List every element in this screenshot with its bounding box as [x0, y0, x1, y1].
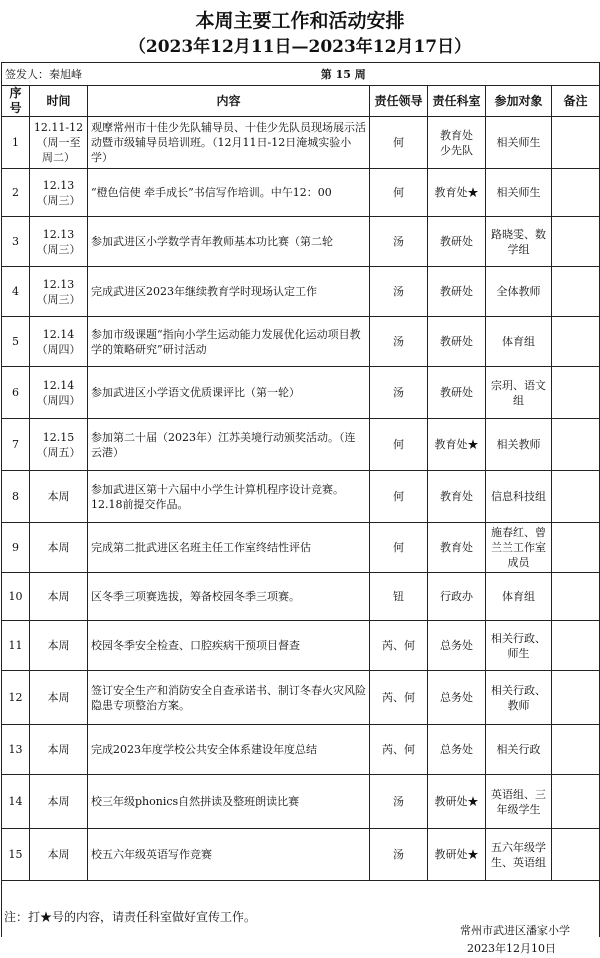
- header-row: [2, 86, 600, 117]
- cell-time: 本周: [30, 775, 88, 829]
- header-target: 参加对象: [486, 86, 552, 117]
- cell-time: 12.13 （周三）: [30, 267, 88, 317]
- cell-target: 相关师生: [486, 169, 552, 217]
- cell-dept: 教育处★: [428, 419, 486, 471]
- week-number: 第 15 周: [88, 63, 600, 86]
- cell-content: 完成2023年度学校公共安全体系建设年度总结: [88, 725, 370, 775]
- issue-date: 2023年12月10日: [467, 942, 556, 955]
- cell-dept: 教育处: [428, 471, 486, 523]
- cell-leader: 芮、何: [370, 671, 428, 725]
- table-row: [2, 725, 600, 775]
- cell-time: 12.15 （周五）: [30, 419, 88, 471]
- cell-no: 4: [2, 267, 30, 317]
- table-row: [2, 317, 600, 367]
- table-row: [2, 419, 600, 471]
- cell-dept: 教研处: [428, 317, 486, 367]
- cell-content: “橙色信使 牵手成长”书信写作培训。中午12：00: [88, 169, 370, 217]
- cell-content: 校园冬季安全检查、口腔疾病干预项目督查: [88, 621, 370, 671]
- cell-leader: 汤: [370, 829, 428, 881]
- cell-no: 3: [2, 217, 30, 267]
- cell-target: 全体教师: [486, 267, 552, 317]
- cell-target: 体育组: [486, 573, 552, 621]
- table-row: [2, 775, 600, 829]
- cell-no: 7: [2, 419, 30, 471]
- cell-time: 本周: [30, 829, 88, 881]
- header-leader: 责任领导: [370, 86, 428, 117]
- cell-leader: 何: [370, 117, 428, 169]
- date-range-subtitle: （2023年12月11日—2023年12月17日）: [128, 37, 472, 57]
- cell-target: 相关行政、教师: [486, 671, 552, 725]
- cell-no: 6: [2, 367, 30, 419]
- table-row: [2, 217, 600, 267]
- table-row: [2, 117, 600, 169]
- cell-time: 本周: [30, 671, 88, 725]
- cell-time: 本周: [30, 573, 88, 621]
- schedule-table: [1, 62, 600, 937]
- cell-time: 本周: [30, 621, 88, 671]
- cell-content: 完成第二批武进区名班主任工作室终结性评估: [88, 523, 370, 573]
- cell-note: [552, 621, 600, 671]
- cell-note: [552, 573, 600, 621]
- cell-content: 参加武进区小学数学青年教师基本功比赛（第二轮: [88, 217, 370, 267]
- cell-no: 10: [2, 573, 30, 621]
- cell-time: 12.14 （周四）: [30, 317, 88, 367]
- cell-note: [552, 471, 600, 523]
- meta-row: [2, 63, 600, 86]
- cell-content: 校五六年级英语写作竞赛: [88, 829, 370, 881]
- cell-dept: 总务处: [428, 725, 486, 775]
- cell-dept: 教育处★: [428, 169, 486, 217]
- table-row: [2, 523, 600, 573]
- header-time: 时间: [30, 86, 88, 117]
- cell-dept: 总务处: [428, 621, 486, 671]
- school-name: 常州市武进区潘家小学: [460, 924, 570, 937]
- header-no: 序号: [2, 86, 30, 117]
- cell-time: 12.13 （周三）: [30, 169, 88, 217]
- cell-note: [552, 419, 600, 471]
- cell-note: [552, 317, 600, 367]
- cell-target: 相关行政、师生: [486, 621, 552, 671]
- cell-time: 12.11-12 （周一至周二）: [30, 117, 88, 169]
- cell-note: [552, 775, 600, 829]
- cell-content: 参加市级课题“指向小学生运动能力发展优化运动项目教学的策略研究”研讨活动: [88, 317, 370, 367]
- cell-no: 13: [2, 725, 30, 775]
- cell-target: 信息科技组: [486, 471, 552, 523]
- cell-leader: 芮、何: [370, 725, 428, 775]
- cell-dept: 教研处: [428, 367, 486, 419]
- cell-no: 8: [2, 471, 30, 523]
- table-row: [2, 367, 600, 419]
- cell-target: 体育组: [486, 317, 552, 367]
- cell-note: [552, 367, 600, 419]
- cell-dept: 教研处★: [428, 775, 486, 829]
- cell-content: 参加第二十届（2023年）江苏美境行动颁奖活动。（连云港）: [88, 419, 370, 471]
- cell-target: 相关教师: [486, 419, 552, 471]
- footer-note: 注：打★号的内容，请责任科室做好宣传工作。: [4, 910, 257, 924]
- header-dept: 责任科室: [428, 86, 486, 117]
- cell-dept: 行政办: [428, 573, 486, 621]
- cell-leader: 何: [370, 419, 428, 471]
- cell-note: [552, 267, 600, 317]
- table-row: [2, 573, 600, 621]
- cell-target: 宗玥、语文组: [486, 367, 552, 419]
- cell-note: [552, 523, 600, 573]
- cell-leader: 钮: [370, 573, 428, 621]
- cell-note: [552, 217, 600, 267]
- cell-leader: 芮、何: [370, 621, 428, 671]
- cell-note: [552, 829, 600, 881]
- cell-note: [552, 725, 600, 775]
- cell-no: 9: [2, 523, 30, 573]
- cell-leader: 何: [370, 169, 428, 217]
- header-content: 内容: [88, 86, 370, 117]
- cell-leader: 汤: [370, 367, 428, 419]
- cell-leader: 汤: [370, 775, 428, 829]
- cell-target: 路晓雯、数学组: [486, 217, 552, 267]
- table-row: [2, 267, 600, 317]
- cell-dept: 总务处: [428, 671, 486, 725]
- table-row: [2, 829, 600, 881]
- cell-target: 英语组、三年级学生: [486, 775, 552, 829]
- signer: 签发人：秦旭峰: [2, 63, 88, 86]
- cell-content: 完成武进区2023年继续教育学时现场认定工作: [88, 267, 370, 317]
- cell-no: 5: [2, 317, 30, 367]
- cell-no: 2: [2, 169, 30, 217]
- cell-no: 1: [2, 117, 30, 169]
- cell-dept: 教育处: [428, 523, 486, 573]
- header-note: 备注: [552, 86, 600, 117]
- cell-leader: 何: [370, 471, 428, 523]
- cell-note: [552, 117, 600, 169]
- cell-time: 12.14 （周四）: [30, 367, 88, 419]
- cell-no: 15: [2, 829, 30, 881]
- table-row: [2, 621, 600, 671]
- cell-note: [552, 671, 600, 725]
- cell-time: 12.13 （周三）: [30, 217, 88, 267]
- cell-no: 12: [2, 671, 30, 725]
- page-title: 本周主要工作和活动安排: [195, 10, 405, 32]
- cell-content: 参加武进区第十六届中小学生计算机程序设计竞赛。12.18前提交作品。: [88, 471, 370, 523]
- cell-target: 施春红、曾兰兰工作室成员: [486, 523, 552, 573]
- cell-content: 校三年级phonics自然拼读及整班朗读比赛: [88, 775, 370, 829]
- cell-note: [552, 169, 600, 217]
- cell-target: 相关行政: [486, 725, 552, 775]
- cell-content: 参加武进区小学语文优质课评比（第一轮）: [88, 367, 370, 419]
- cell-dept: 教研处: [428, 217, 486, 267]
- cell-no: 14: [2, 775, 30, 829]
- cell-time: 本周: [30, 725, 88, 775]
- table-row: [2, 471, 600, 523]
- table-row: [2, 169, 600, 217]
- cell-target: 五六年级学生、英语组: [486, 829, 552, 881]
- cell-no: 11: [2, 621, 30, 671]
- cell-content: 区冬季三项赛选拔，筹备校园冬季三项赛。: [88, 573, 370, 621]
- cell-content: 观摩常州市十佳少先队辅导员、十佳少先队员现场展示活动暨市级辅导员培训班。（12月11日-12日淹城实验小学）: [88, 117, 370, 169]
- cell-leader: 汤: [370, 217, 428, 267]
- cell-time: 本周: [30, 471, 88, 523]
- cell-dept: 教育处 少先队: [428, 117, 486, 169]
- cell-content: 签订安全生产和消防安全自查承诺书、制订冬春火灾风险隐患专项整治方案。: [88, 671, 370, 725]
- cell-leader: 何: [370, 523, 428, 573]
- cell-leader: 汤: [370, 317, 428, 367]
- cell-leader: 汤: [370, 267, 428, 317]
- cell-target: 相关师生: [486, 117, 552, 169]
- cell-dept: 教研处: [428, 267, 486, 317]
- cell-time: 本周: [30, 523, 88, 573]
- cell-dept: 教研处★: [428, 829, 486, 881]
- table-row: [2, 671, 600, 725]
